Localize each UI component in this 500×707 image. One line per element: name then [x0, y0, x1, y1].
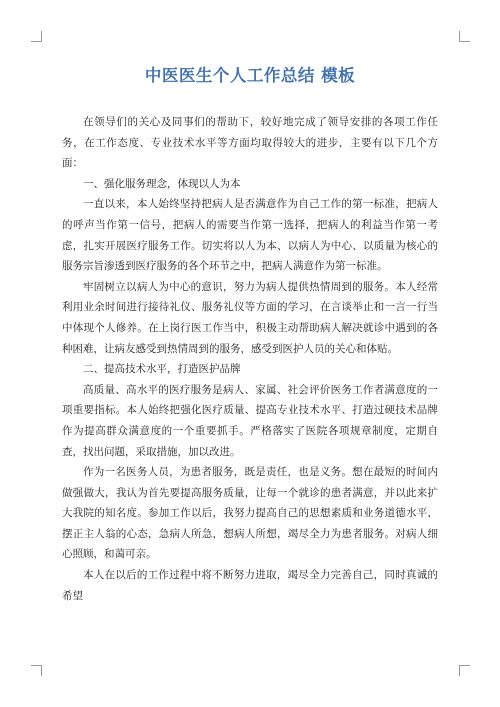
intro-paragraph: 在领导们的关心及同事们的帮助下，较好地完成了领导安排的各项工作任务，在工作态度、专业技术水平等方面均取得较大的进步，主要有以下几个方面：	[62, 116, 438, 170]
crop-mark-bottom-left	[31, 665, 42, 676]
body-paragraph: 牢固树立以病人为中心的意识，努力为病人提供热情周到的服务。本人经常利用业余时间进行接待礼仪、服务礼仪等方面的学习，在言谈举止和一言一行当中体现个人修养。在上岗行医工作当中，积极主动帮助病人解决就诊中遇到的各种困难，让病友感受到热情周到的服务，感受到医护人员的关心和体贴。	[62, 280, 438, 355]
body-paragraph: 本人在以后的工作过程中将不断努力进取，竭尽全力完善自己，同时真诚的希望	[62, 569, 438, 602]
section-heading-1: 一、强化服务理念，体现以人为本	[83, 177, 241, 190]
body-paragraph: 一直以来，本人始终坚持把病人是否满意作为自己工作的第一标准，把病人的呼声当作第一信号，把病人的需要当作第一选择，把病人的利益当作第一考虑，扎实开展医疗服务工作。切实将以人为本、以病人为中心、以质量为核心的服务宗旨渗透到医疗服务的各个环节之中，把病人满意作为第一标准。	[62, 198, 438, 273]
document-body	[62, 112, 438, 606]
document-title: 中医医生个人工作总结 模板	[144, 66, 356, 85]
body-paragraph: 作为一名医务人员，为患者服务，既是责任，也是义务。想在最短的时间内做强做大，我认为首先要提高服务质量，让每一个就诊的患者满意，并以此来扩大我院的知名度。参加工作以后，我努力提高自己的思想素质和业务道德水平，摆正主人翁的心态，急病人所急，想病人所想，竭尽全力为患者服务。对病人细心照顾，和蔼可亲。	[62, 466, 438, 561]
crop-mark-top-right	[459, 31, 470, 42]
crop-mark-bottom-right	[459, 665, 470, 676]
body-paragraph: 高质量、高水平的医疗服务是病人、家属、社会评价医务工作者满意度的一项重要指标。本人始终把强化医疗质量、提高专业技术水平、打造过硬技术品牌作为提高群众满意度的一个重要抓手。严格落实了医院各项规章制度，定期自查，找出问题，采取措施，加以改进。	[62, 383, 438, 458]
crop-mark-top-left	[31, 31, 42, 42]
section-heading-2: 二、提高技术水平，打造医护品牌	[83, 363, 241, 376]
